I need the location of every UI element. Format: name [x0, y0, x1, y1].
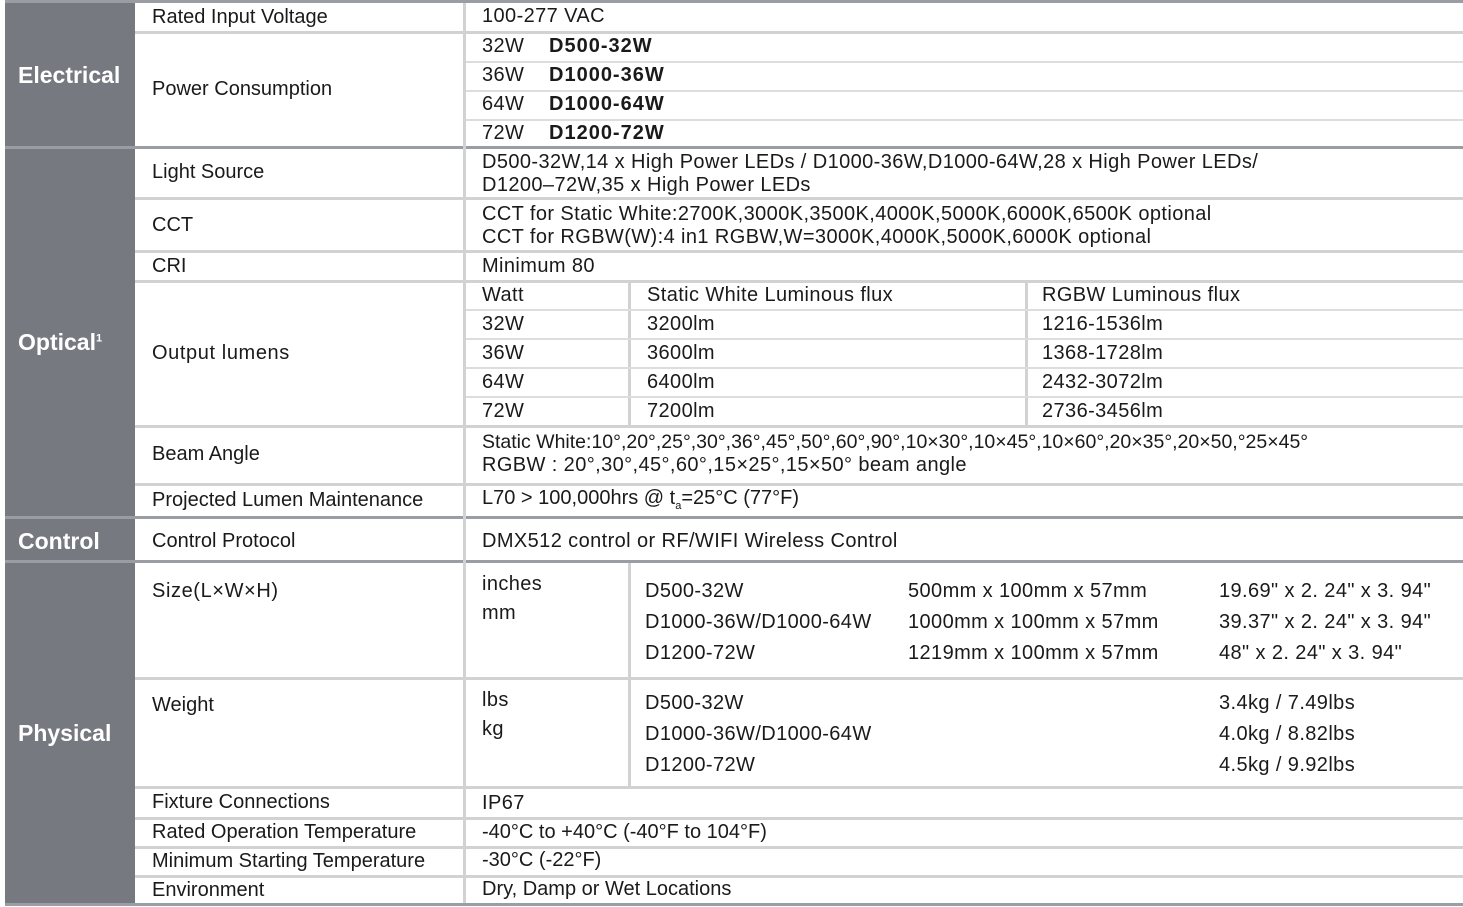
lumens-rgbw: 2432-3072lm	[1042, 371, 1164, 393]
size-mm: 1219mm x 100mm x 57mm	[908, 642, 1159, 664]
row-divider	[135, 846, 1463, 849]
spec-value-rated-operation-temp: -40°C to +40°C (-40°F to 104°F)	[482, 821, 767, 843]
size-model: D500-32W	[645, 580, 744, 602]
lumens-static: 7200lm	[647, 400, 715, 422]
column-divider-label	[463, 3, 466, 903]
lumens-rgbw: 1368-1728lm	[1042, 342, 1164, 364]
lumens-static: 3200lm	[647, 313, 715, 335]
power-model: D1000-36W	[549, 64, 665, 86]
size-inches: 39.37" x 2. 24" x 3. 94"	[1219, 611, 1432, 633]
spec-label-cri: CRI	[152, 255, 187, 277]
section-separator-top	[5, 0, 1463, 3]
section-optical-label: Optical$^1$	[18, 329, 103, 355]
spec-label-fixture-connections: Fixture Connections	[152, 791, 330, 813]
spec-label-light-source: Light Source	[152, 161, 265, 183]
section-control-label: Control	[18, 528, 100, 554]
section-physical-label: Physical	[18, 720, 112, 746]
spec-label-cct: CCT	[152, 214, 194, 236]
row-divider	[135, 280, 1463, 283]
spec-value-cri: Minimum 80	[482, 255, 595, 277]
spec-label-lumen-maintenance: Projected Lumen Maintenance	[152, 489, 424, 511]
row-divider	[135, 875, 1463, 878]
subrow-divider	[466, 338, 1463, 340]
column-divider-lumens-2	[1025, 282, 1028, 425]
spec-label-output-lumens: Output lumens	[152, 342, 290, 364]
spec-label-rated-input-voltage: Rated Input Voltage	[152, 6, 328, 28]
section-electrical-block	[5, 3, 135, 146]
spec-label-weight: Weight	[152, 694, 214, 716]
weight-model: D1200-72W	[645, 754, 756, 776]
power-watt: 64W	[482, 93, 525, 115]
power-watt: 36W	[482, 64, 525, 86]
size-unit-mm: mm	[482, 602, 517, 624]
subrow-divider	[466, 119, 1463, 121]
lumens-header-static: Static White Luminous flux	[647, 284, 894, 306]
spec-label-environment: Environment	[152, 879, 265, 901]
spec-label-min-starting-temp: Minimum Starting Temperature	[152, 850, 426, 872]
lumens-static: 6400lm	[647, 371, 715, 393]
subrow-divider	[466, 396, 1463, 398]
weight-unit-lbs: lbs	[482, 689, 509, 711]
lumens-static: 3600lm	[647, 342, 715, 364]
spec-label-power-consumption: Power Consumption	[152, 78, 333, 100]
section-electrical-label: Electrical	[18, 62, 121, 88]
column-divider-physical	[628, 563, 631, 786]
row-divider	[135, 817, 1463, 820]
size-model: D1000-36W/D1000-64W	[645, 611, 872, 633]
cct-line2: CCT for RGBW(W):4 in1 RGBW,W=3000K,4000K,5000K,6000K optional	[482, 226, 1152, 248]
subrow-divider	[466, 309, 1463, 311]
row-divider	[135, 425, 1463, 428]
weight-value: 3.4kg / 7.49lbs	[1219, 692, 1356, 714]
weight-model: D500-32W	[645, 692, 744, 714]
weight-model: D1000-36W/D1000-64W	[645, 723, 872, 745]
row-divider	[135, 677, 1463, 680]
spec-label-beam-angle: Beam Angle	[152, 443, 260, 465]
spec-label-rated-operation-temp: Rated Operation Temperature	[152, 821, 417, 843]
row-divider	[135, 31, 1463, 34]
spec-label-size: Size(L×W×H)	[152, 580, 279, 602]
spec-label-control-protocol: Control Protocol	[152, 530, 296, 552]
light-source-line1: D500-32W,14 x High Power LEDs / D1000-36W,D1000-64W,28 x High Power LEDs/	[482, 151, 1259, 173]
size-model: D1200-72W	[645, 642, 756, 664]
spec-value-environment: Dry, Damp or Wet Locations	[482, 878, 732, 900]
lumens-watt: 72W	[482, 400, 525, 422]
section-separator	[5, 516, 1463, 519]
column-divider-lumens-1	[628, 282, 631, 425]
power-model: D1000-64W	[549, 93, 665, 115]
section-control-block	[5, 519, 135, 560]
beam-angle-line2: RGBW : 20°,30°,45°,60°,15×25°,15×50° beam angle	[482, 454, 967, 476]
lumens-header-watt: Watt	[482, 284, 524, 306]
weight-unit-kg: kg	[482, 718, 504, 740]
spec-value-lumen-maintenance: L70 > 100,000hrs @ $t_a=25^\circ C$ (77°F)	[482, 487, 800, 512]
subrow-divider	[466, 367, 1463, 369]
subrow-divider	[466, 90, 1463, 92]
spec-value-fixture-connections: IP67	[482, 792, 525, 814]
power-watt: 72W	[482, 122, 525, 144]
lumens-watt: 32W	[482, 313, 525, 335]
lumens-header-rgbw: RGBW Luminous flux	[1042, 284, 1241, 306]
power-watt: 32W	[482, 35, 525, 57]
spec-value-rated-input-voltage: 100-277 VAC	[482, 5, 605, 27]
weight-value: 4.0kg / 8.82lbs	[1219, 723, 1356, 745]
size-mm: 500mm x 100mm x 57mm	[908, 580, 1148, 602]
size-inches: 19.69" x 2. 24" x 3. 94"	[1219, 580, 1432, 602]
row-divider	[135, 483, 1463, 486]
lumens-watt: 36W	[482, 342, 525, 364]
light-source-line2: D1200–72W,35 x High Power LEDs	[482, 174, 811, 196]
section-physical-block	[5, 563, 135, 904]
power-model: D1200-72W	[549, 122, 665, 144]
subrow-divider	[466, 61, 1463, 63]
row-divider	[135, 197, 1463, 200]
size-unit-inches: inches	[482, 573, 543, 595]
beam-angle-line1: Static White:10°,20°,25°,30°,36°,45°,50°,60°,90°,10×30°,10×45°,10×60°,20×35°,20×50,°25×45°	[482, 431, 1309, 453]
section-optical-block	[5, 149, 135, 516]
cct-line1: CCT for Static White:2700K,3000K,3500K,4000K,5000K,6000K,6500K optional	[482, 203, 1212, 225]
section-separator-bottom	[5, 903, 1463, 906]
row-divider	[135, 250, 1463, 253]
lumens-watt: 64W	[482, 371, 525, 393]
row-divider	[135, 786, 1463, 789]
section-separator	[5, 560, 1463, 563]
size-inches: 48" x 2. 24" x 3. 94"	[1219, 642, 1403, 664]
spec-value-min-starting-temp: -30°C (-22°F)	[482, 849, 602, 871]
lumens-rgbw: 2736-3456lm	[1042, 400, 1164, 422]
section-separator	[5, 146, 1463, 149]
lumens-rgbw: 1216-1536lm	[1042, 313, 1164, 335]
size-mm: 1000mm x 100mm x 57mm	[908, 611, 1159, 633]
power-model: D500-32W	[549, 35, 653, 57]
weight-value: 4.5kg / 9.92lbs	[1219, 754, 1356, 776]
spec-value-control-protocol: DMX512 control or RF/WIFI Wireless Control	[482, 530, 898, 552]
